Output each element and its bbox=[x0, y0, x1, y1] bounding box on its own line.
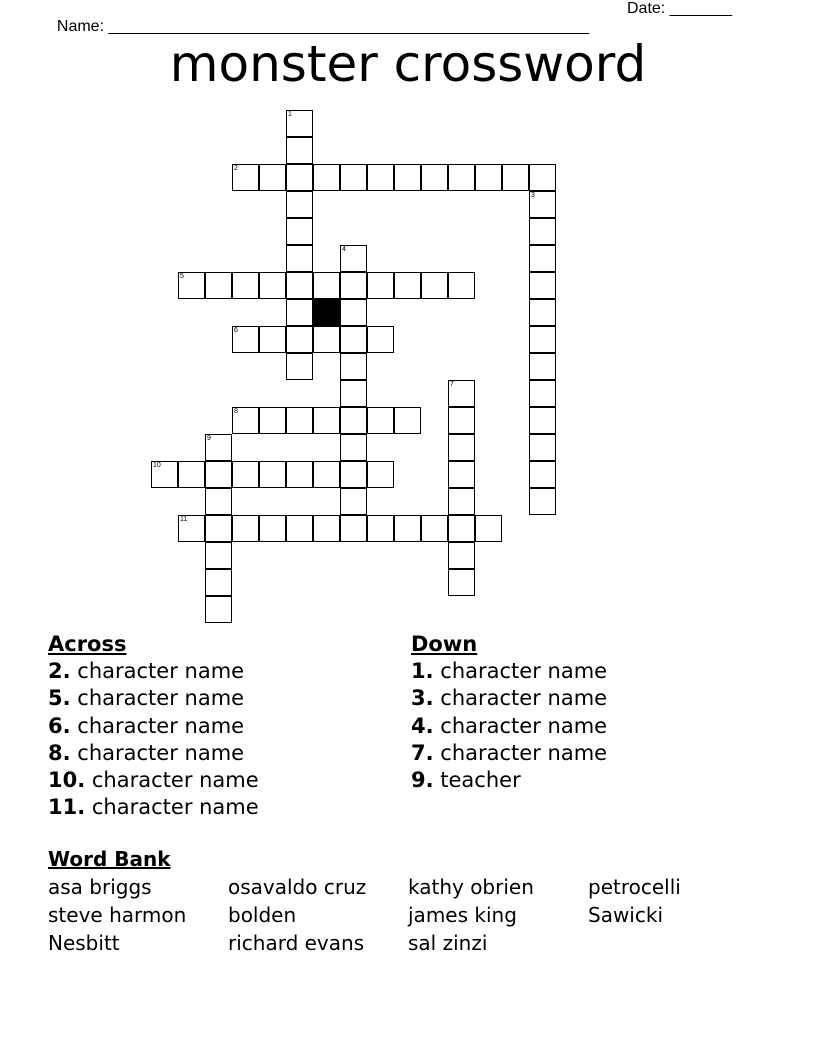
down-clue bbox=[411, 685, 607, 712]
clue-number: 1. bbox=[411, 659, 434, 683]
across-clue bbox=[48, 740, 259, 767]
grid-cell[interactable] bbox=[529, 218, 556, 245]
grid-cell[interactable] bbox=[340, 515, 367, 542]
grid-cell[interactable] bbox=[151, 461, 178, 488]
black-cell bbox=[313, 299, 340, 326]
down-clues bbox=[411, 630, 607, 794]
clue-number-label: 9 bbox=[207, 435, 211, 442]
clue-text: teacher bbox=[440, 768, 521, 793]
grid-cell[interactable] bbox=[529, 272, 556, 299]
grid-cell[interactable] bbox=[340, 299, 367, 326]
grid-cell[interactable] bbox=[421, 164, 448, 191]
word-bank-item: kathy obrien bbox=[408, 875, 534, 899]
grid-cell[interactable] bbox=[178, 461, 205, 488]
grid-cell[interactable] bbox=[448, 569, 475, 596]
clue-text: character name bbox=[77, 713, 245, 738]
grid-cell[interactable] bbox=[286, 164, 313, 191]
grid-cell[interactable] bbox=[313, 407, 340, 434]
clue-text: character name bbox=[91, 795, 259, 820]
word-bank-item: osavaldo cruz bbox=[228, 875, 367, 899]
page-title: monster crossword bbox=[169, 35, 647, 93]
grid-cell[interactable] bbox=[340, 272, 367, 299]
clue-number: 2. bbox=[48, 659, 71, 683]
across-heading: Across bbox=[48, 632, 127, 656]
across-clue bbox=[48, 685, 259, 712]
grid-cell[interactable] bbox=[529, 461, 556, 488]
grid-cell[interactable] bbox=[529, 299, 556, 326]
grid-cell[interactable] bbox=[448, 488, 475, 515]
grid-cell[interactable] bbox=[286, 218, 313, 245]
grid-cell[interactable] bbox=[394, 407, 421, 434]
grid-cell[interactable] bbox=[502, 164, 529, 191]
down-clue bbox=[411, 767, 607, 794]
grid-cell[interactable] bbox=[340, 164, 367, 191]
grid-cell[interactable] bbox=[205, 434, 232, 461]
grid-cell[interactable] bbox=[259, 515, 286, 542]
clue-text: character name bbox=[77, 659, 245, 683]
grid-cell[interactable] bbox=[205, 596, 232, 623]
across-clue bbox=[48, 794, 259, 821]
grid-cell[interactable] bbox=[232, 164, 259, 191]
clue-number: 7. bbox=[411, 740, 434, 765]
grid-cell[interactable] bbox=[367, 407, 394, 434]
grid-cell[interactable] bbox=[232, 461, 259, 488]
grid-cell[interactable] bbox=[448, 380, 475, 407]
grid-cell[interactable] bbox=[286, 461, 313, 488]
word-bank bbox=[48, 845, 768, 955]
grid-cell[interactable] bbox=[529, 245, 556, 272]
word-bank-heading: Word Bank bbox=[48, 847, 171, 871]
grid-cell[interactable] bbox=[340, 380, 367, 407]
grid-cell[interactable] bbox=[286, 110, 313, 137]
word-bank-item: bolden bbox=[228, 903, 297, 927]
across-clue bbox=[48, 767, 259, 794]
clue-number-label: 11 bbox=[180, 516, 188, 523]
grid-cell[interactable] bbox=[448, 461, 475, 488]
grid-cell[interactable] bbox=[286, 245, 313, 272]
grid-cell[interactable] bbox=[529, 164, 556, 191]
clue-text: character name bbox=[440, 659, 608, 683]
grid-cell[interactable] bbox=[313, 272, 340, 299]
grid-cell[interactable] bbox=[340, 461, 367, 488]
clue-number-label: 4 bbox=[342, 246, 346, 253]
grid-cell[interactable] bbox=[394, 272, 421, 299]
word-bank-item: sal zinzi bbox=[408, 931, 488, 955]
grid-cell[interactable] bbox=[340, 245, 367, 272]
grid-cell[interactable] bbox=[340, 488, 367, 515]
grid-cell[interactable] bbox=[313, 461, 340, 488]
grid-cell[interactable] bbox=[529, 353, 556, 380]
grid-cell[interactable] bbox=[367, 164, 394, 191]
name-field-label[interactable]: Name: ______________________________________________________ bbox=[56, 18, 589, 35]
word-bank-item: Sawicki bbox=[588, 903, 663, 927]
grid-cell[interactable] bbox=[367, 272, 394, 299]
grid-cell[interactable] bbox=[448, 542, 475, 569]
word-bank-item: asa briggs bbox=[48, 875, 152, 899]
grid-cell[interactable] bbox=[448, 164, 475, 191]
grid-cell[interactable] bbox=[448, 434, 475, 461]
date-field-label[interactable]: Date: _______ bbox=[627, 0, 732, 17]
down-clue bbox=[411, 658, 607, 685]
clue-text: character name bbox=[91, 768, 259, 793]
grid-cell[interactable] bbox=[313, 326, 340, 353]
clue-number-label: 1 bbox=[288, 111, 292, 118]
word-bank-item: Nesbitt bbox=[48, 931, 120, 955]
grid-cell[interactable] bbox=[259, 164, 286, 191]
grid-cell[interactable] bbox=[232, 272, 259, 299]
grid-cell[interactable] bbox=[475, 164, 502, 191]
grid-cell[interactable] bbox=[529, 326, 556, 353]
clue-number: 4. bbox=[411, 713, 434, 738]
clue-number-label: 3 bbox=[531, 192, 535, 199]
grid-cell[interactable] bbox=[232, 515, 259, 542]
clue-number: 11. bbox=[48, 795, 86, 820]
grid-cell[interactable] bbox=[286, 299, 313, 326]
grid-cell[interactable] bbox=[313, 164, 340, 191]
grid-cell[interactable] bbox=[232, 326, 259, 353]
grid-cell[interactable] bbox=[367, 461, 394, 488]
grid-cell[interactable] bbox=[205, 488, 232, 515]
grid-cell[interactable] bbox=[394, 164, 421, 191]
grid-cell[interactable] bbox=[529, 191, 556, 218]
grid-cell[interactable] bbox=[178, 515, 205, 542]
down-clue bbox=[411, 713, 607, 740]
grid-cell[interactable] bbox=[529, 434, 556, 461]
across-clue bbox=[48, 658, 259, 685]
down-heading: Down bbox=[411, 632, 478, 656]
grid-cell[interactable] bbox=[529, 488, 556, 515]
clue-number-label: 7 bbox=[450, 381, 454, 388]
grid-cell[interactable] bbox=[340, 326, 367, 353]
clue-number-label: 2 bbox=[234, 165, 238, 172]
grid-cell[interactable] bbox=[448, 515, 475, 542]
grid-cell[interactable] bbox=[205, 569, 232, 596]
word-bank-item: steve harmon bbox=[48, 903, 187, 927]
grid-cell[interactable] bbox=[475, 515, 502, 542]
grid-cell[interactable] bbox=[178, 272, 205, 299]
across-clues bbox=[48, 630, 259, 822]
clue-number-label: 5 bbox=[180, 273, 184, 280]
grid-cell[interactable] bbox=[232, 407, 259, 434]
clue-text: character name bbox=[440, 686, 608, 711]
clue-text: character name bbox=[440, 740, 608, 765]
grid-cell[interactable] bbox=[340, 434, 367, 461]
clue-number: 10. bbox=[48, 768, 86, 793]
clue-number: 3. bbox=[411, 686, 434, 711]
grid-cell[interactable] bbox=[286, 353, 313, 380]
grid-cell[interactable] bbox=[529, 380, 556, 407]
across-clue bbox=[48, 713, 259, 740]
grid-cell[interactable] bbox=[367, 326, 394, 353]
grid-cell[interactable] bbox=[259, 326, 286, 353]
word-bank-item: james king bbox=[408, 903, 517, 927]
grid-cell[interactable] bbox=[529, 407, 556, 434]
clue-number: 5. bbox=[48, 686, 71, 711]
grid-cell[interactable] bbox=[313, 515, 340, 542]
clue-text: character name bbox=[77, 740, 245, 765]
grid-cell[interactable] bbox=[286, 326, 313, 353]
grid-cell[interactable] bbox=[448, 272, 475, 299]
clue-number: 6. bbox=[48, 713, 71, 738]
grid-cell[interactable] bbox=[394, 515, 421, 542]
clue-number-label: 6 bbox=[234, 327, 238, 334]
grid-cell[interactable] bbox=[286, 137, 313, 164]
grid-cell[interactable] bbox=[340, 353, 367, 380]
grid-cell[interactable] bbox=[205, 515, 232, 542]
clue-number-label: 8 bbox=[234, 408, 238, 415]
grid-cell[interactable] bbox=[340, 407, 367, 434]
grid-cell[interactable] bbox=[205, 542, 232, 569]
grid-cell[interactable] bbox=[286, 407, 313, 434]
grid-cell[interactable] bbox=[421, 515, 448, 542]
grid-cell[interactable] bbox=[205, 461, 232, 488]
grid-cell[interactable] bbox=[448, 407, 475, 434]
grid-cell[interactable] bbox=[421, 272, 448, 299]
clue-number: 8. bbox=[48, 740, 71, 765]
down-clue bbox=[411, 740, 607, 767]
clue-text: character name bbox=[440, 713, 608, 738]
grid-cell[interactable] bbox=[259, 407, 286, 434]
clue-number: 9. bbox=[411, 768, 434, 793]
word-bank-item: richard evans bbox=[228, 931, 365, 955]
grid-cell[interactable] bbox=[286, 191, 313, 218]
clue-text: character name bbox=[77, 686, 245, 711]
grid-cell[interactable] bbox=[205, 272, 232, 299]
word-bank-item: petrocelli bbox=[588, 875, 681, 899]
clue-number-label: 10 bbox=[153, 462, 161, 469]
grid-cell[interactable] bbox=[259, 272, 286, 299]
grid-cell[interactable] bbox=[367, 515, 394, 542]
grid-cell[interactable] bbox=[286, 272, 313, 299]
grid-cell[interactable] bbox=[259, 461, 286, 488]
grid-cell[interactable] bbox=[286, 515, 313, 542]
